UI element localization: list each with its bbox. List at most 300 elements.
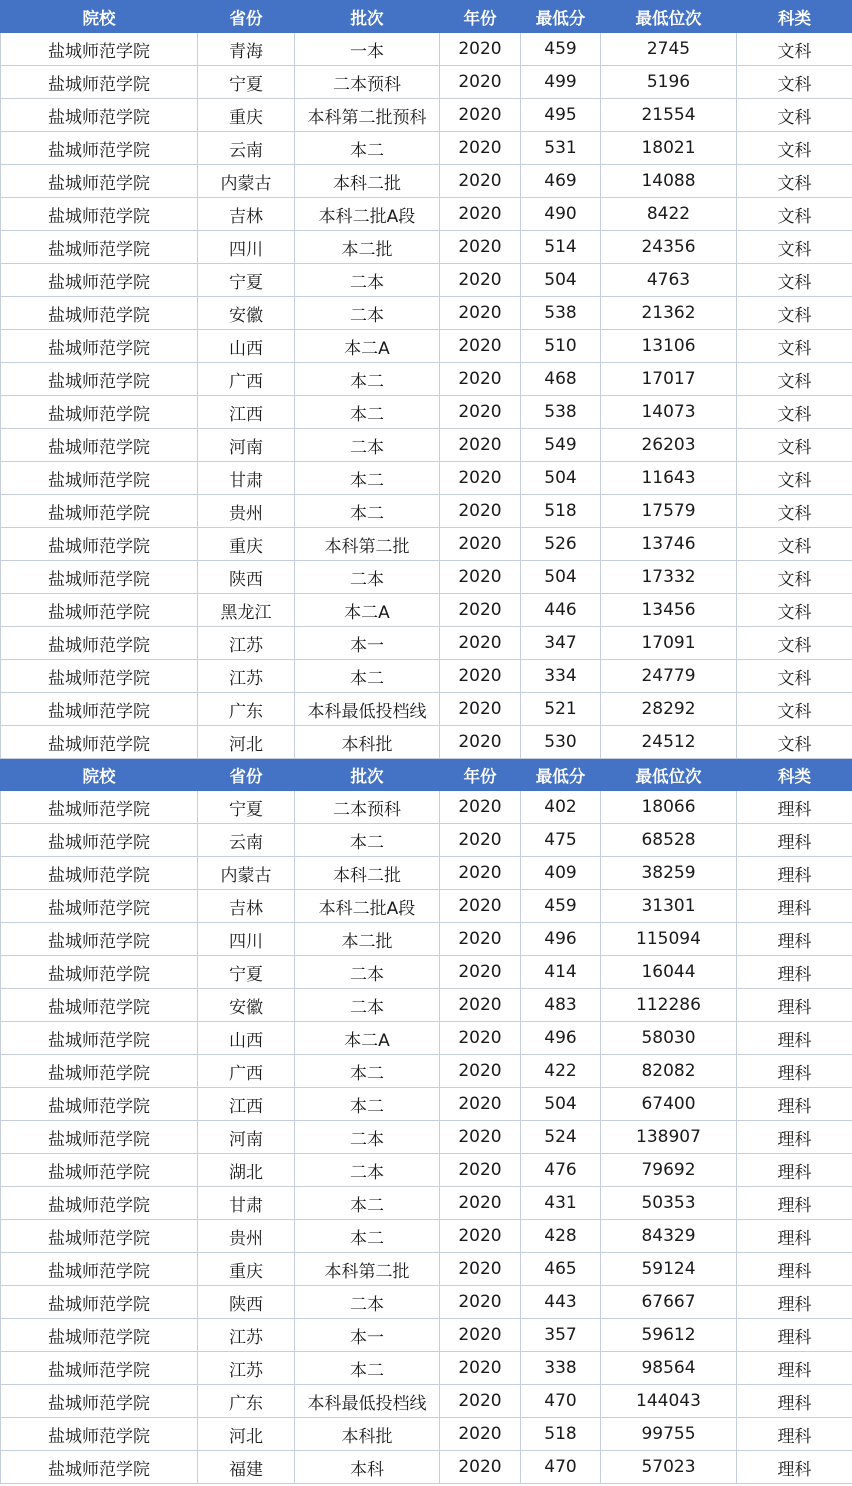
- table-row: [1, 857, 852, 890]
- cell-year: 2020: [440, 857, 521, 890]
- cell-province: 吉林: [198, 198, 295, 231]
- cell-batch: 二本: [295, 429, 440, 462]
- cell-batch: 本二: [295, 1088, 440, 1121]
- column-header-min-rank: 最低位次: [601, 759, 737, 791]
- cell-school: 盐城师范学院: [1, 660, 198, 693]
- cell-year: 2020: [440, 363, 521, 396]
- cell-province: 青海: [198, 33, 295, 66]
- cell-province: 河南: [198, 429, 295, 462]
- cell-subject-type: 理科: [737, 1385, 852, 1418]
- cell-province: 河北: [198, 1418, 295, 1451]
- cell-min-score: 459: [521, 33, 601, 66]
- cell-subject-type: 理科: [737, 1154, 852, 1187]
- cell-year: 2020: [440, 1022, 521, 1055]
- cell-min-score: 470: [521, 1385, 601, 1418]
- cell-school: 盐城师范学院: [1, 989, 198, 1022]
- cell-subject-type: 理科: [737, 890, 852, 923]
- cell-province: 湖北: [198, 1154, 295, 1187]
- cell-min-score: 504: [521, 264, 601, 297]
- cell-school: 盐城师范学院: [1, 594, 198, 627]
- cell-batch: 本科二批A段: [295, 198, 440, 231]
- table-row: [1, 726, 852, 759]
- cell-min-rank: 5196: [601, 66, 737, 99]
- cell-school: 盐城师范学院: [1, 1451, 198, 1484]
- column-header-min-score: 最低分: [521, 1, 601, 33]
- cell-min-score: 347: [521, 627, 601, 660]
- cell-province: 山西: [198, 1022, 295, 1055]
- cell-subject-type: 理科: [737, 1319, 852, 1352]
- cell-school: 盐城师范学院: [1, 1088, 198, 1121]
- column-header-year: 年份: [440, 1, 521, 33]
- table-row: [1, 1286, 852, 1319]
- cell-subject-type: 文科: [737, 495, 852, 528]
- cell-batch: 本科批: [295, 726, 440, 759]
- cell-year: 2020: [440, 1121, 521, 1154]
- cell-province: 安徽: [198, 297, 295, 330]
- cell-province: 河南: [198, 1121, 295, 1154]
- cell-year: 2020: [440, 1253, 521, 1286]
- cell-year: 2020: [440, 264, 521, 297]
- cell-subject-type: 文科: [737, 132, 852, 165]
- cell-subject-type: 文科: [737, 396, 852, 429]
- cell-year: 2020: [440, 1385, 521, 1418]
- cell-batch: 二本: [295, 264, 440, 297]
- cell-subject-type: 文科: [737, 726, 852, 759]
- cell-min-rank: 4763: [601, 264, 737, 297]
- cell-min-rank: 38259: [601, 857, 737, 890]
- cell-year: 2020: [440, 396, 521, 429]
- table-row: [1, 330, 852, 363]
- cell-min-score: 422: [521, 1055, 601, 1088]
- cell-school: 盐城师范学院: [1, 1154, 198, 1187]
- cell-min-score: 495: [521, 99, 601, 132]
- table-row: [1, 1220, 852, 1253]
- cell-subject-type: 理科: [737, 1187, 852, 1220]
- cell-min-rank: 17579: [601, 495, 737, 528]
- cell-subject-type: 理科: [737, 1286, 852, 1319]
- table-row: [1, 791, 852, 824]
- cell-subject-type: 理科: [737, 1022, 852, 1055]
- table-row: [1, 165, 852, 198]
- cell-province: 江苏: [198, 627, 295, 660]
- cell-min-rank: 67667: [601, 1286, 737, 1319]
- cell-year: 2020: [440, 99, 521, 132]
- column-header-province: 省份: [198, 1, 295, 33]
- cell-batch: 本科最低投档线: [295, 693, 440, 726]
- cell-batch: 二本预科: [295, 791, 440, 824]
- cell-province: 河北: [198, 726, 295, 759]
- cell-school: 盐城师范学院: [1, 1022, 198, 1055]
- cell-min-score: 357: [521, 1319, 601, 1352]
- cell-year: 2020: [440, 33, 521, 66]
- column-header-batch: 批次: [295, 1, 440, 33]
- cell-batch: 二本: [295, 1121, 440, 1154]
- cell-min-rank: 115094: [601, 923, 737, 956]
- column-header-min-score: 最低分: [521, 759, 601, 791]
- table-row: [1, 1418, 852, 1451]
- cell-school: 盐城师范学院: [1, 198, 198, 231]
- cell-subject-type: 理科: [737, 824, 852, 857]
- cell-year: 2020: [440, 495, 521, 528]
- cell-school: 盐城师范学院: [1, 1253, 198, 1286]
- cell-min-rank: 67400: [601, 1088, 737, 1121]
- cell-min-score: 524: [521, 1121, 601, 1154]
- cell-subject-type: 理科: [737, 956, 852, 989]
- cell-school: 盐城师范学院: [1, 231, 198, 264]
- cell-school: 盐城师范学院: [1, 1121, 198, 1154]
- cell-school: 盐城师范学院: [1, 528, 198, 561]
- cell-min-score: 469: [521, 165, 601, 198]
- table-row: [1, 495, 852, 528]
- column-header-year: 年份: [440, 759, 521, 791]
- cell-province: 山西: [198, 330, 295, 363]
- cell-province: 云南: [198, 824, 295, 857]
- cell-min-rank: 13106: [601, 330, 737, 363]
- table-body: [1, 1, 852, 1484]
- cell-min-rank: 17091: [601, 627, 737, 660]
- cell-min-rank: 16044: [601, 956, 737, 989]
- cell-batch: 本科批: [295, 1418, 440, 1451]
- cell-batch: 二本: [295, 561, 440, 594]
- cell-subject-type: 文科: [737, 231, 852, 264]
- cell-min-rank: 59612: [601, 1319, 737, 1352]
- cell-year: 2020: [440, 890, 521, 923]
- cell-min-rank: 68528: [601, 824, 737, 857]
- cell-min-score: 475: [521, 824, 601, 857]
- cell-min-rank: 31301: [601, 890, 737, 923]
- column-header-min-rank: 最低位次: [601, 1, 737, 33]
- cell-year: 2020: [440, 1220, 521, 1253]
- table-row: [1, 33, 852, 66]
- table-row: [1, 462, 852, 495]
- cell-subject-type: 理科: [737, 1088, 852, 1121]
- cell-school: 盐城师范学院: [1, 857, 198, 890]
- cell-province: 重庆: [198, 99, 295, 132]
- cell-min-rank: 98564: [601, 1352, 737, 1385]
- table-row: [1, 1088, 852, 1121]
- cell-year: 2020: [440, 660, 521, 693]
- cell-min-score: 490: [521, 198, 601, 231]
- cell-province: 陕西: [198, 1286, 295, 1319]
- cell-year: 2020: [440, 824, 521, 857]
- cell-province: 重庆: [198, 528, 295, 561]
- cell-year: 2020: [440, 1286, 521, 1319]
- cell-school: 盐城师范学院: [1, 132, 198, 165]
- cell-subject-type: 理科: [737, 1253, 852, 1286]
- cell-min-rank: 18021: [601, 132, 737, 165]
- table-row: [1, 396, 852, 429]
- cell-subject-type: 文科: [737, 330, 852, 363]
- cell-school: 盐城师范学院: [1, 429, 198, 462]
- cell-min-score: 402: [521, 791, 601, 824]
- cell-province: 贵州: [198, 495, 295, 528]
- column-header-batch: 批次: [295, 759, 440, 791]
- cell-province: 宁夏: [198, 264, 295, 297]
- cell-batch: 本二: [295, 396, 440, 429]
- cell-province: 福建: [198, 1451, 295, 1484]
- cell-year: 2020: [440, 66, 521, 99]
- column-header-school: 院校: [1, 1, 198, 33]
- cell-province: 江苏: [198, 1352, 295, 1385]
- cell-batch: 本二: [295, 495, 440, 528]
- cell-min-score: 521: [521, 693, 601, 726]
- cell-batch: 本科二批: [295, 857, 440, 890]
- cell-province: 陕西: [198, 561, 295, 594]
- cell-min-rank: 18066: [601, 791, 737, 824]
- cell-province: 安徽: [198, 989, 295, 1022]
- cell-min-score: 338: [521, 1352, 601, 1385]
- cell-batch: 本一: [295, 627, 440, 660]
- cell-school: 盐城师范学院: [1, 627, 198, 660]
- cell-year: 2020: [440, 726, 521, 759]
- cell-school: 盐城师范学院: [1, 1220, 198, 1253]
- cell-year: 2020: [440, 429, 521, 462]
- cell-min-score: 476: [521, 1154, 601, 1187]
- table-row: [1, 627, 852, 660]
- cell-subject-type: 文科: [737, 66, 852, 99]
- cell-school: 盐城师范学院: [1, 1286, 198, 1319]
- cell-min-rank: 11643: [601, 462, 737, 495]
- cell-min-rank: 24512: [601, 726, 737, 759]
- cell-batch: 本科二批A段: [295, 890, 440, 923]
- cell-min-score: 514: [521, 231, 601, 264]
- cell-school: 盐城师范学院: [1, 956, 198, 989]
- cell-batch: 本科二批: [295, 165, 440, 198]
- cell-min-score: 538: [521, 396, 601, 429]
- cell-subject-type: 文科: [737, 627, 852, 660]
- cell-year: 2020: [440, 923, 521, 956]
- table-row: [1, 363, 852, 396]
- cell-year: 2020: [440, 1055, 521, 1088]
- cell-province: 江苏: [198, 1319, 295, 1352]
- cell-province: 宁夏: [198, 66, 295, 99]
- cell-school: 盐城师范学院: [1, 66, 198, 99]
- cell-province: 江苏: [198, 660, 295, 693]
- cell-batch: 本科第二批: [295, 528, 440, 561]
- cell-batch: 二本: [295, 1286, 440, 1319]
- table-row: [1, 528, 852, 561]
- cell-min-rank: 57023: [601, 1451, 737, 1484]
- cell-batch: 二本: [295, 989, 440, 1022]
- cell-batch: 本二批: [295, 231, 440, 264]
- cell-min-rank: 26203: [601, 429, 737, 462]
- cell-year: 2020: [440, 165, 521, 198]
- cell-year: 2020: [440, 989, 521, 1022]
- cell-min-score: 496: [521, 1022, 601, 1055]
- cell-province: 甘肃: [198, 462, 295, 495]
- cell-school: 盐城师范学院: [1, 264, 198, 297]
- cell-year: 2020: [440, 627, 521, 660]
- table-row: [1, 297, 852, 330]
- cell-batch: 二本: [295, 1154, 440, 1187]
- cell-min-score: 465: [521, 1253, 601, 1286]
- cell-min-score: 510: [521, 330, 601, 363]
- table-row: [1, 66, 852, 99]
- cell-batch: 本二: [295, 824, 440, 857]
- cell-subject-type: 文科: [737, 594, 852, 627]
- cell-batch: 本二: [295, 1220, 440, 1253]
- cell-min-score: 526: [521, 528, 601, 561]
- cell-subject-type: 文科: [737, 264, 852, 297]
- cell-school: 盐城师范学院: [1, 1352, 198, 1385]
- cell-province: 黑龙江: [198, 594, 295, 627]
- cell-min-rank: 138907: [601, 1121, 737, 1154]
- table-row: [1, 890, 852, 923]
- cell-min-rank: 8422: [601, 198, 737, 231]
- table-row: [1, 1451, 852, 1484]
- cell-subject-type: 文科: [737, 198, 852, 231]
- table-row: [1, 132, 852, 165]
- cell-min-score: 530: [521, 726, 601, 759]
- cell-min-rank: 99755: [601, 1418, 737, 1451]
- cell-year: 2020: [440, 1187, 521, 1220]
- cell-school: 盐城师范学院: [1, 1055, 198, 1088]
- table-row: [1, 1187, 852, 1220]
- column-header-school: 院校: [1, 759, 198, 791]
- cell-year: 2020: [440, 956, 521, 989]
- cell-subject-type: 文科: [737, 33, 852, 66]
- cell-province: 贵州: [198, 1220, 295, 1253]
- table-row: [1, 693, 852, 726]
- cell-school: 盐城师范学院: [1, 791, 198, 824]
- cell-school: 盐城师范学院: [1, 824, 198, 857]
- cell-subject-type: 文科: [737, 693, 852, 726]
- cell-min-rank: 13456: [601, 594, 737, 627]
- cell-min-score: 409: [521, 857, 601, 890]
- cell-year: 2020: [440, 231, 521, 264]
- table-row: [1, 1022, 852, 1055]
- cell-batch: 一本: [295, 33, 440, 66]
- cell-year: 2020: [440, 330, 521, 363]
- cell-min-score: 446: [521, 594, 601, 627]
- cell-province: 广东: [198, 693, 295, 726]
- cell-min-score: 483: [521, 989, 601, 1022]
- column-header-province: 省份: [198, 759, 295, 791]
- cell-min-rank: 13746: [601, 528, 737, 561]
- cell-year: 2020: [440, 594, 521, 627]
- cell-batch: 本二: [295, 1055, 440, 1088]
- cell-min-score: 499: [521, 66, 601, 99]
- cell-province: 广西: [198, 363, 295, 396]
- table-row: [1, 198, 852, 231]
- cell-subject-type: 理科: [737, 923, 852, 956]
- cell-min-score: 549: [521, 429, 601, 462]
- cell-year: 2020: [440, 1088, 521, 1121]
- header-row: [1, 759, 852, 791]
- table-row: [1, 1121, 852, 1154]
- cell-subject-type: 文科: [737, 297, 852, 330]
- header-row: [1, 1, 852, 33]
- cell-year: 2020: [440, 561, 521, 594]
- cell-subject-type: 理科: [737, 1220, 852, 1253]
- cell-min-rank: 21554: [601, 99, 737, 132]
- cell-min-rank: 14088: [601, 165, 737, 198]
- cell-min-score: 504: [521, 462, 601, 495]
- table-row: [1, 1352, 852, 1385]
- cell-subject-type: 文科: [737, 363, 852, 396]
- cell-year: 2020: [440, 132, 521, 165]
- cell-batch: 本科: [295, 1451, 440, 1484]
- cell-subject-type: 理科: [737, 791, 852, 824]
- cell-subject-type: 理科: [737, 1352, 852, 1385]
- cell-min-rank: 84329: [601, 1220, 737, 1253]
- cell-province: 江西: [198, 1088, 295, 1121]
- cell-min-score: 459: [521, 890, 601, 923]
- cell-min-rank: 17017: [601, 363, 737, 396]
- cell-batch: 本二: [295, 1187, 440, 1220]
- cell-year: 2020: [440, 791, 521, 824]
- cell-min-rank: 24779: [601, 660, 737, 693]
- cell-province: 宁夏: [198, 956, 295, 989]
- cell-min-rank: 14073: [601, 396, 737, 429]
- cell-min-score: 468: [521, 363, 601, 396]
- cell-year: 2020: [440, 1451, 521, 1484]
- cell-province: 广东: [198, 1385, 295, 1418]
- cell-year: 2020: [440, 693, 521, 726]
- cell-batch: 本科第二批预科: [295, 99, 440, 132]
- cell-subject-type: 理科: [737, 1121, 852, 1154]
- cell-school: 盐城师范学院: [1, 1187, 198, 1220]
- cell-min-rank: 59124: [601, 1253, 737, 1286]
- cell-year: 2020: [440, 1352, 521, 1385]
- cell-min-score: 443: [521, 1286, 601, 1319]
- cell-min-rank: 21362: [601, 297, 737, 330]
- cell-year: 2020: [440, 462, 521, 495]
- cell-min-score: 504: [521, 1088, 601, 1121]
- table-row: [1, 561, 852, 594]
- cell-year: 2020: [440, 198, 521, 231]
- table-row: [1, 1253, 852, 1286]
- cell-school: 盐城师范学院: [1, 1418, 198, 1451]
- cell-subject-type: 文科: [737, 99, 852, 132]
- cell-school: 盐城师范学院: [1, 693, 198, 726]
- table-row: [1, 264, 852, 297]
- table-row: [1, 923, 852, 956]
- cell-subject-type: 理科: [737, 1418, 852, 1451]
- cell-batch: 二本预科: [295, 66, 440, 99]
- cell-min-rank: 144043: [601, 1385, 737, 1418]
- cell-province: 甘肃: [198, 1187, 295, 1220]
- cell-subject-type: 文科: [737, 660, 852, 693]
- cell-province: 江西: [198, 396, 295, 429]
- table-row: [1, 1154, 852, 1187]
- cell-province: 宁夏: [198, 791, 295, 824]
- cell-year: 2020: [440, 1319, 521, 1352]
- cell-batch: 本二: [295, 660, 440, 693]
- column-header-subject-type: 科类: [737, 1, 852, 33]
- table-row: [1, 231, 852, 264]
- cell-min-rank: 24356: [601, 231, 737, 264]
- cell-batch: 本二A: [295, 1022, 440, 1055]
- cell-year: 2020: [440, 1418, 521, 1451]
- cell-province: 四川: [198, 923, 295, 956]
- cell-school: 盐城师范学院: [1, 726, 198, 759]
- cell-province: 广西: [198, 1055, 295, 1088]
- cell-province: 重庆: [198, 1253, 295, 1286]
- cell-min-score: 334: [521, 660, 601, 693]
- cell-batch: 本二批: [295, 923, 440, 956]
- cell-batch: 本二: [295, 462, 440, 495]
- cell-school: 盐城师范学院: [1, 363, 198, 396]
- table-row: [1, 594, 852, 627]
- cell-min-rank: 112286: [601, 989, 737, 1022]
- cell-school: 盐城师范学院: [1, 33, 198, 66]
- cell-batch: 二本: [295, 297, 440, 330]
- table-row: [1, 99, 852, 132]
- cell-province: 内蒙古: [198, 857, 295, 890]
- cell-province: 云南: [198, 132, 295, 165]
- cell-subject-type: 理科: [737, 857, 852, 890]
